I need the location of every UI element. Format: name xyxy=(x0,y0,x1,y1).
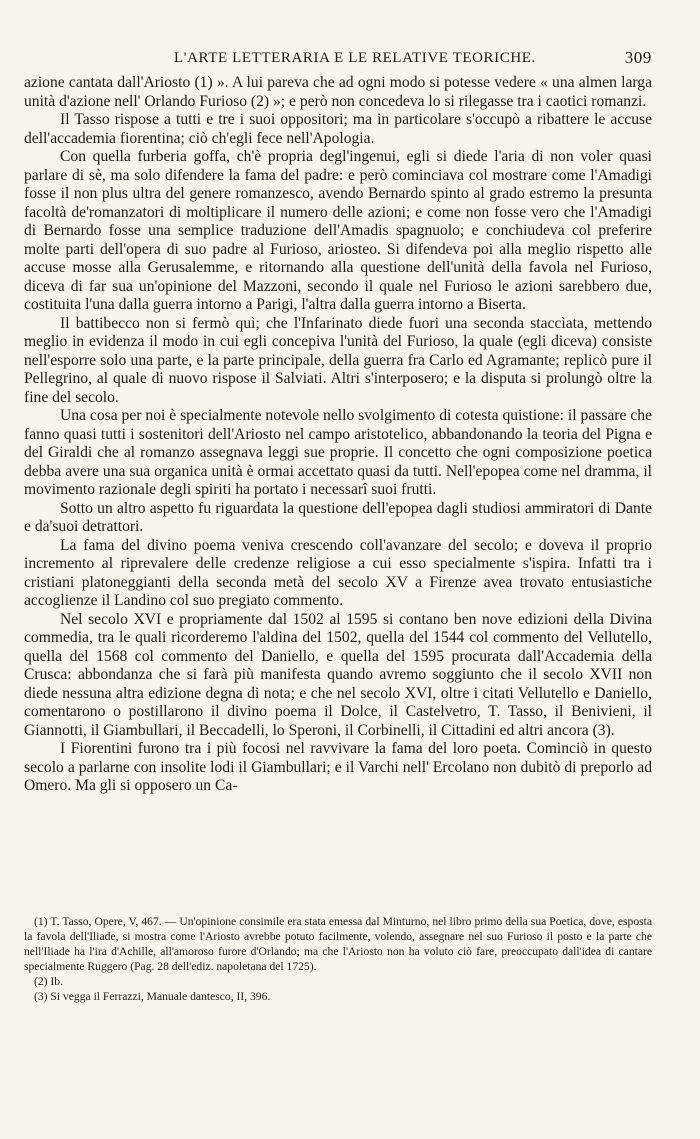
footnote: (1) T. Tasso, Opere, V, 467. — Un'opinione consimile era stata emessa dal Minturno, nel libro primo della sua Poetica, dove, esposta la favola dell'Iliade, si mostra come l'Ariosto avrebbe potuto facilmente, volendo, assegnare nel suo Furioso il posto e la parte che nell'Iliade ha l'ira d'Achille, all'amoroso furore d'Orlando; ma che l'Ariosto non ha voluto ciò fare, preoccupato dall'idea di cantare specialmente Ruggero (Pag. 28 dell'ediz. napoletana del 1725). xyxy=(24,915,652,973)
page-number: 309 xyxy=(624,48,652,67)
paragraph: Il battibecco non si fermò quì; che l'Infarinato diede fuori una seconda staccìata, mettendo meglio in evidenza il modo in cui egli concepiva l'unità del Furioso, la quale (egli diceva) consiste nell'esporre solo una parte, e la parte principale, della guerra fra Carlo ed Agramante; replicò pure il Pellegrino, al quale di nuovo rispose il Salviati. Altri s'interposero; e la disputa si prolungò oltre la fine del secolo. xyxy=(24,314,652,406)
paragraph: Il Tasso rispose a tutti e tre i suoi oppositori; ma in particolare s'occupò a ribattere le accuse dell'accademia fiorentina; ciò ch'egli fece nell'Apologia. xyxy=(24,111,652,147)
paragraph: Con quella furberia goffa, ch'è propria degl'ingenui, egli si diede l'aria di non voler quasi parlare di sè, ma solo difendere la fama del padre: e però cominciava col mostrare come l'Amadigi fosse il non plus ultra del genere romanzesco, avendo Bernardo spinto al grado estremo la presunta facoltà de'romanzatori di moltiplicare il numero delle azioni; e come non fosse vero che l'Amadigi di Bernardo fosse una semplice traduzione dell'Amadis spagnuolo; e conchiudeva col preferire molte parti dell'opera di suo padre al Furioso, ariosteo. Si difendeva poi alla meglio rispetto alle accuse mosse alla Gerusalemme, e ritornando alla questione dell'unità della favola nel Furioso, diceva di far sua un'opinione del Mazzoni, secondo il quale nel Furioso le azioni sarebbero due, costituita l'una dalla guerra intorno a Parigi, l'altra dalla guerra intorno a Biserta. xyxy=(24,148,652,313)
body-text xyxy=(24,74,652,796)
paragraph: La fama del divino poema veniva crescendo coll'avanzare del secolo; e doveva il proprio incremento al riprevalere delle credenze religiose a cui esso specialmente s'ispira. Infatti tra i cristiani platoneggianti della seconda metà del secolo XV a Firenze avea trovato entusiastiche accoglienze il Landino col suo pregiato commento. xyxy=(24,536,652,609)
running-head xyxy=(24,48,652,70)
paragraph: Nel secolo XVI e propriamente dal 1502 al 1595 si contano ben nove edizioni della Divina commedia, tra le quali ricorderemo l'aldina del 1502, quella del 1544 col commento del Vellutello, quella del 1568 col commento del Daniello, e quella del 1595 procurata dall'Accademia della Crusca: abbondanza che si farà più manifesta quando avremo soggiunto che il secolo XVII non diede nessuna altra edizione degna di nota; e che nel secolo XVI, oltre i citati Vellutello e Daniello, comentarono o postillarono il divino poema il Dolce, il Castelvetro, T. Tasso, il Benivieni, il Giannotti, il Giambullari, il Beccadelli, lo Speroni, il Corbinelli, il Cittadini ed altri ancora (3). xyxy=(24,610,652,739)
paragraph: Una cosa per noi è specialmente notevole nello svolgimento di cotesta quistione: il passare che fanno quasi tutti i sostenitori dell'Ariosto nel campo aristotelico, abbandonando la teoria del Pigna e del Giraldi che al romanzo assegnava leggi sue proprie. Il concetto che ogni composizione poetica debba avere una sua organica unità è ormai accettato quasi da tutti. Nell'epopea come nel dramma, il movimento razionale degli spiriti ha portato i necessarî suoi frutti. xyxy=(24,407,652,498)
paragraph: Sotto un altro aspetto fu riguardata la questione dell'epopea dagli studiosi ammiratori di Dante e da'suoi detrattori. xyxy=(24,499,652,535)
paragraph: azione cantata dall'Ariosto (1) ». A lui pareva che ad ogni modo si potesse vedere « una almen larga unità d'azione nell' Orlando Furioso (2) »; e però non concedeva lo si rilegasse tra i caotici romanzi. xyxy=(24,74,652,110)
footnote: (3) Si vegga il Ferrazzi, Manuale dantesco, II, 396. xyxy=(34,990,271,1003)
running-title: L'ARTE LETTERARIA E LE RELATIVE TEORICHE. xyxy=(174,50,536,66)
paragraph: I Fiorentini furono tra i più focosi nel ravvivare la fama del loro poeta. Cominciò in questo secolo a parlarne con insolite lodi il Giambullari; e il Varchi nell' Ercolano non dubitò di preporlo ad Omero. Ma gli si opposero un Ca- xyxy=(24,740,652,794)
footnote: (2) Ib. xyxy=(34,975,63,988)
footnotes xyxy=(24,914,652,1004)
